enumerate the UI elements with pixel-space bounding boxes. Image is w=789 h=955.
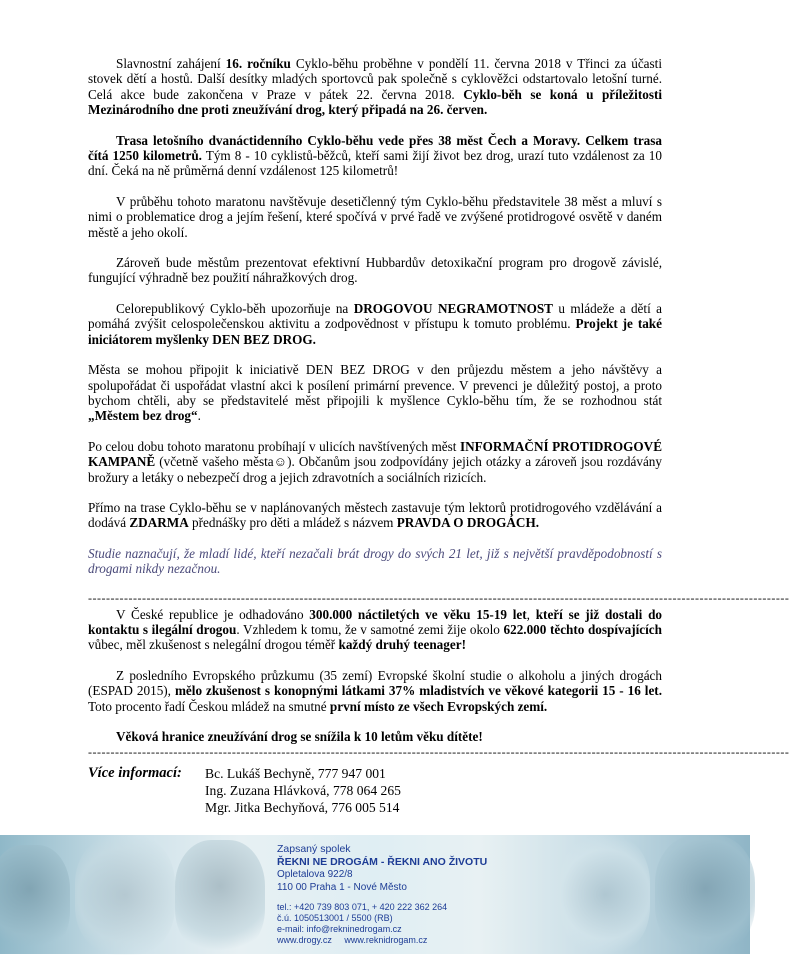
text: Města se mohou připojit k iniciativě DEN BEZ DROG v den průjezdu městem a jeho návštěvy a spolupořádat či uspořádat vlastní akci k posílení primární prevence. V prevenci je důležitý postoj, a proto bychom chtěli, aby se představitelé měst připojili k myšlence Cyklo-běhu tím, že se rozhodnou stát [88,362,662,408]
bold-text: Trasa letošního dvanáctidenního Cyklo-běhu vede přes 38 měst Čech a Moravy. Celkem trasa čítá 1250 kilometrů. [88,132,662,164]
paragraph-espad [88,668,662,714]
contact-label: Více informací: [88,765,182,781]
text: . Vzhledem k tomu, že v samotné zemi žije okolo [236,621,504,637]
paragraph-lectures [88,500,662,531]
photo-background [75,835,175,955]
divider-bottom: ------------------------------------------------------------------------------------------------------------------------------------------------------------ [88,745,789,760]
bold-text: 300.000 náctiletých ve věku 15-19 let [309,606,527,622]
text: Cyklo-běhu proběhne v pondělí 11. června 2018 v Třinci za účasti stovek dětí a hostů. Další desítky mladých sportovců pak společně s cyklověžci odstartovalo letošní turné. Celá akce bude zakončena v Praze v pátek 22. června 2018. [88,56,662,102]
contact-person: Bc. Lukáš Bechyně, 777 947 001 [205,766,386,781]
bold-text: první místo ze všech Evropských zemí. [329,698,548,714]
bold-text: kteří se již dostali do kontaktu s ilegální drogou [88,606,663,637]
footer-address-block [277,843,487,946]
text: Tým 8 - 10 cyklistů-běžců, kteří sami žijí život bez drog, urazí tuto vzdálenost za 10 dní. Čeká na ně průměrná denní vzdálenost 125 kilometrů! [88,148,662,179]
paragraph-age-limit [88,729,662,744]
bold-text: ZDARMA [129,515,189,531]
photo-background [560,835,650,954]
text: V České republice je odhadováno [116,606,310,622]
contact-person: Ing. Zuzana Hlávková, 778 064 265 [205,783,401,798]
paragraph-campaign [88,439,662,485]
web-links[interactable]: www.drogy.cz www.reknidrogam.cz [277,935,428,945]
bold-text: mělo zkušenost s konopnými látkami 37% mladistvích ve věkové kategorii 15 - 16 let. [174,683,662,699]
bold-text: „Městem bez drog“ [88,408,198,424]
text: , [526,606,536,622]
bold-text: Věková hranice zneužívání drog se snížila k 10 letům věku dítěte! [116,729,483,744]
text: Toto procento řadí Českou mládež na smutné [88,698,330,714]
phone: tel.: +420 739 803 071, + 420 222 362 264 [277,902,448,912]
contact-person: Mgr. Jitka Bechyňová, 776 005 514 [205,800,400,815]
text: u mládeže a dětí a pomáhá zvýšit celospolečenskou aktivitu a zodpovědnost v přístupu k tomuto problému. [88,300,662,332]
bold-text: Projekt je také iniciátorem myšlenky DEN BEZ DROG. [88,316,662,347]
paragraph-opening [88,56,662,118]
bold-text: 622.000 těchto dospívajících [503,621,662,637]
text: Po celou dobu tohoto maratonu probíhají v ulicích navštívených měst [88,438,460,454]
email-link[interactable]: e-mail: info@rekninedrogam.cz [277,924,402,934]
paragraph-illiteracy [88,301,662,347]
street: Opletalova 922/8 [277,869,353,880]
text: Celorepublikový Cyklo-běh upozorňuje na [116,300,354,316]
text: přednášky pro děti a mládež s názvem [188,515,397,531]
paragraph-statistics-cz [88,607,662,653]
paragraph-cities [88,362,662,424]
text: Z posledního Evropského průzkumu (35 zemí) Evropské školní studie o alkoholu a jiných drogách (ESPAD 2015), [88,667,662,699]
text: Slavnostní zahájení [116,56,226,71]
bold-text: Cyklo-běh se koná u příležitosti Mezinárodního dne proti zneužívání drog, který připadá na 26. červen. [88,86,663,118]
text: vůbec, měl zkušenost s nelegální drogou téměř [88,637,339,653]
city: 110 00 Praha 1 - Nové Město [277,881,407,893]
paragraph-detox: Zároveň bude městům prezentovat efektivní Hubbardův detoxikační program pro drogově závislé, fungující výhradně bez použití náhražkových drog. [88,255,662,286]
document-body [88,56,789,760]
photo-background [655,835,755,954]
organization-type: Zapsaný spolek [277,843,351,855]
text: Přímo na trase Cyklo-běhu se v naplánovaných městech zastavuje tým lektorů protidrogového vzdělávání a dodává [88,499,662,531]
contact-people [205,765,401,816]
bold-text: DROGOVOU NEGRAMOTNOST [353,300,553,316]
paragraph-study-quote: Studie naznačují, že mladí lidé, kteří nezačali brát drogy do svých 21 let, již s největší pravděpodobností s drogami nikdy nezačnou. [88,545,662,577]
photo-background [0,845,70,955]
organization-name: ŘEKNI NE DROGÁM - ŘEKNI ANO ŽIVOTU [277,856,488,868]
paragraph-marathon: V průběhu tohoto maratonu navštěvuje desetičlenný tým Cyklo-běhu představitele 38 měst a mluví s nimi o problematice drog a jejím řešení, které spočívá v prvé řadě ve zvýšené protidrogové osvětě v daném městě a jeho okolí. [88,193,662,240]
photo-background [175,840,265,955]
bank-account: č.ú. 1050513001 / 5500 (RB) [277,913,393,923]
bold-text: INFORMAČNÍ PROTIDROGOVÉ KAMPANĚ [88,438,662,470]
footer-banner [0,835,750,954]
text: . [197,408,201,424]
paragraph-route [88,133,662,179]
text: (včetně vašeho města☺). Občanům jsou zodpovídány jejich otázky a zároveň jsou rozdávány brožury a letáky o nebezpečí drog a jejich zdravotních a sociálních rizicích. [88,454,662,485]
bold-text: PRAVDA O DROGÁCH. [396,515,539,531]
bold-text: každý druhý teenager! [338,637,466,653]
bold-text: 16. ročníku [225,56,291,71]
divider-top: ------------------------------------------------------------------------------------------------------------------------------------------------------------ [88,590,789,605]
